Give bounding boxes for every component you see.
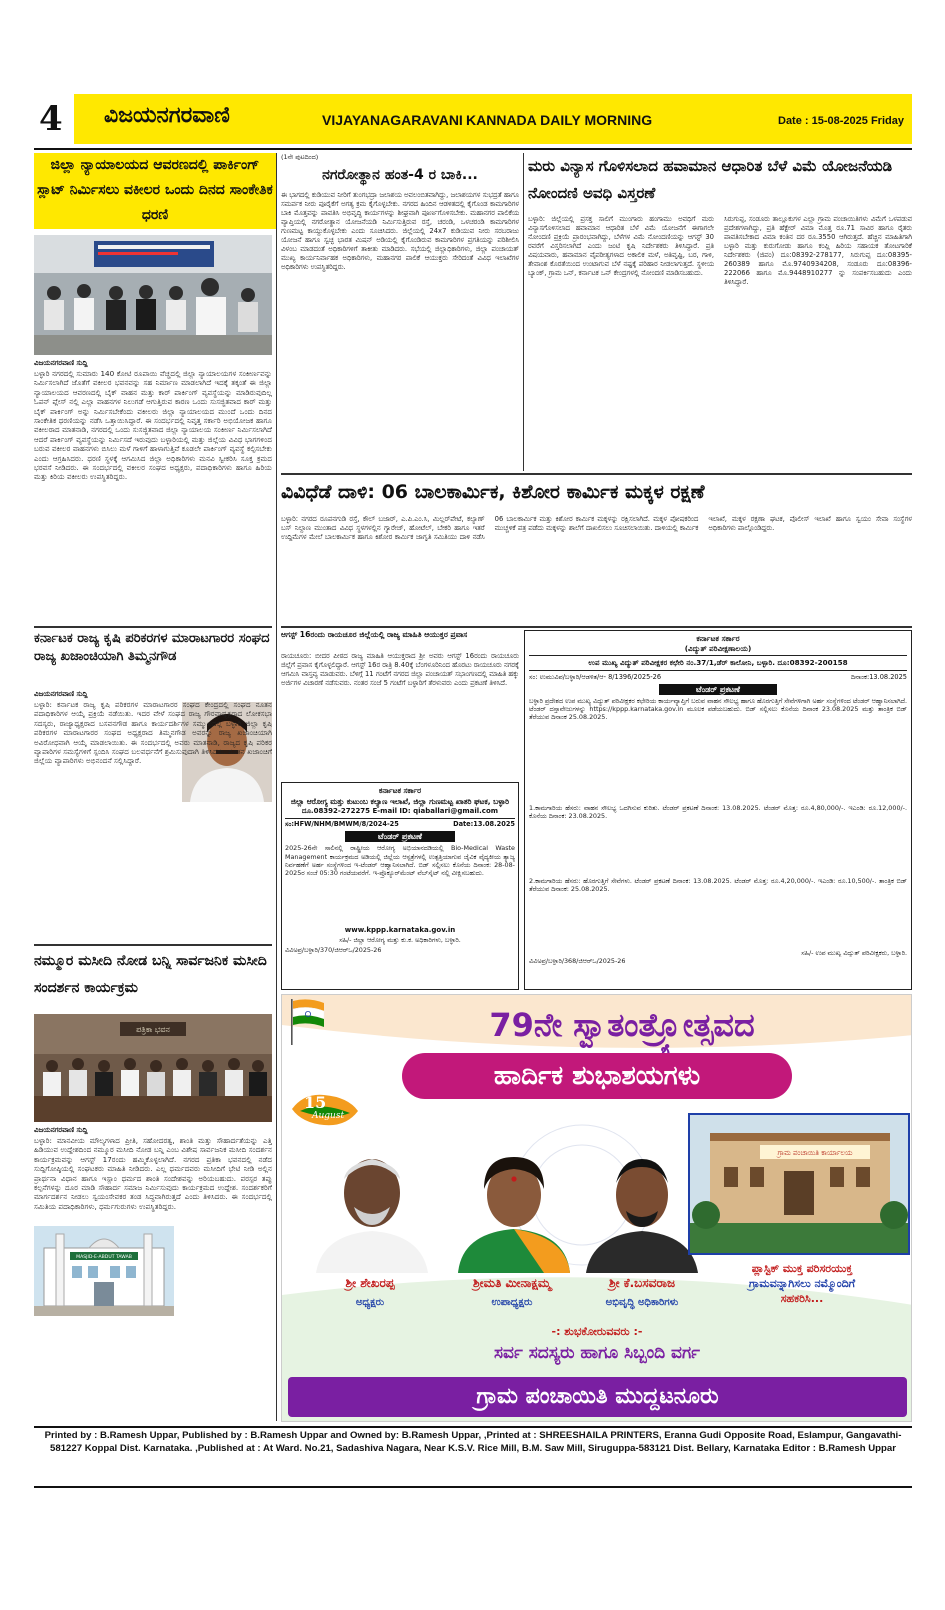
press-meet-photo [34, 1014, 272, 1122]
lawyers-protest-photo [34, 235, 272, 355]
person-1-name: ಶ್ರೀ ಶೇಖರಪ್ಪ [345, 1276, 395, 1290]
parking-headline: ಜಿಲ್ಲಾ ನ್ಯಾಯಾಲಯದ ಆವರಣದಲ್ಲಿ ಪಾರ್ಕಿಂಗ್ ಸ್ಲಾಟ್ ನಿರ್ಮಿಸಲು ವಕೀಲರ ಒಂದು ದಿನದ ಸಾಂಕೇತಿಕ ಧರಣಿ [34, 153, 276, 229]
article-insurance [528, 153, 912, 471]
health-body: 2025-26ನೇ ಸಾಲಿನಲ್ಲಿ ರಾಷ್ಟ್ರೀಯ ಆರೋಗ್ಯ ಅಭಿಯಾನದಡಿಯಲ್ಲಿ Bio-Medical Waste Management ಕಾರ್ಯಕ್ರಮದ ಅಡಿಯಲ್ಲಿ ಜಿಲ್ಲೆಯ ಆಸ್ಪತ್ರೆಗಳಲ್ಲಿ ಉತ್ಪತ್ತಿಯಾಗುವ ಜೈವಿಕ ವೈದ್ಯಕೀಯ ತ್ಯಾಜ್ಯ ನಿರ್ವಹಣೆಗೆ ಅರ್ಹ ಸಂಸ್ಥೆಗಳಿಂದ ಇ-ಟೆಂಡರ್ ಆಹ್ವಾನಿಸಲಾಗಿದೆ. ಬಿಡ್ ಸಲ್ಲಿಸಲು ಕೊನೆಯ ದಿನಾಂಕ: 28-08-2025ರ ಸಂಜೆ 05:30 ಗಂಟೆಯವರೆಗೆ. ಇ-ಪ್ರೊಕ್ಯೂರ್‌ಮೆಂಟ್ ವೆಬ್‌ಸೈಟ್ ನಲ್ಲಿ ವೀಕ್ಷಿಸಬಹುದು. [285, 844, 515, 878]
electricity-item-2: 2.ಕಾಮಗಾರಿಯ ಹೆಸರು: ಹೊರಗುತ್ತಿಗೆ ಸೇವೆಗಳು. ಟೆಂಡರ್ ಪ್ರಕಟಣೆ ದಿನಾಂಕ: 13.08.2025. ಟೆಂಡರ್ ಮೊತ್ತ: ರೂ.4,20,000/-. ಇಎಂಡಿ: ರೂ.10,500/-. ತಾಂತ್ರಿಕ ಬಿಡ್ ತೆರೆಯುವ ದಿನಾಂಕ: 25.08.2025. [529, 877, 907, 894]
august-15-badge [290, 1087, 360, 1131]
insurance-headline: ಮರು ವಿನ್ಯಾಸ ಗೊಳಿಸಲಾದ ಹವಾಮಾನ ಆಧಾರಿತ ಬೆಳೆ ವಿಮೆ ಯೋಜನೆಯಡಿ ನೋಂದಣಿ ಅವಧಿ ವಿಸ್ತರಣೆ [528, 157, 893, 202]
divider-left-2 [34, 944, 272, 946]
electricity-signoff: ಸಹಿ/- ಉಪ ಮುಖ್ಯ ವಿದ್ಯುತ್ ಪರಿವೀಕ್ಷಕರು, ಬಳ್ಳಾರಿ. [801, 949, 907, 957]
person-2-role: ಉಪಾಧ್ಯಕ್ಷರು [491, 1297, 533, 1308]
divider-left-1 [34, 626, 272, 628]
pratika-bhavana-sign: ಪತ್ರಿಕಾ ಭವನ [136, 1025, 170, 1034]
electricity-item-1: 1.ಕಾಮಗಾರಿಯ ಹೆಸರು: ವಾಹನ ಸೌಲಭ್ಯ ಒದಗಿಸುವ ಕುರಿತು. ಟೆಂಡರ್ ಪ್ರಕಟಣೆ ದಿನಾಂಕ: 13.08.2025. ಟೆಂಡರ್ ಮೊತ್ತ: ರೂ.4,80,000/-. ಇಎಂಡಿ: ರೂ.12,000/-. ಕೊನೆಯ ದಿನಾಂಕ: 23.08.2025. [529, 804, 907, 821]
parking-dateline: ವಿಜಯನಗರವಾಣಿ ಸುದ್ದಿ [34, 359, 88, 367]
child-labour-headline: ವಿವಿಧೆಡೆ ದಾಳಿ: 06 ಬಾಲಕಾರ್ಮಿಕ, ಕಿಶೋರ ಕಾರ್ಮಿಕ ಮಕ್ಕಳ ರಕ್ಷಣೆ [281, 481, 705, 503]
nagarotthana-body: ಈ ಭಾಗದಲ್ಲಿ ಕುಡಿಯುವ ನೀರಿಗೆ ತುಂಗಭದ್ರಾ ಜಲಾಶಯ ಅವಲಂಬಿತವಾಗಿದ್ದು, ಜಲಾಶಯಗಳ ಸುಭದ್ರತೆ ಹಾಗೂ ಸಮರ್ಪಕ ನೀರು ಪೂರೈಕೆಗೆ ಅಗತ್ಯ ಕ್ರಮ ಕೈಗೊಳ್ಳಬೇಕು. ನಗರದ ಹಿಂದಿನ ಆಡಳಿತದಲ್ಲಿ ಕೈಗೊಂಡ ಕಾಮಗಾರಿಗಳ ಬಾಕಿ ಮೊತ್ತವನ್ನು ಪಾವತಿಸಿ ಅಭಿವೃದ್ಧಿ ಕಾರ್ಯಗಳನ್ನು ಶೀಘ್ರವಾಗಿ ಪೂರ್ಣಗೊಳಿಸಬೇಕು. ಮಹಾನಗರ ಪಾಲಿಕೆಯ ವ್ಯಾಪ್ತಿಯಲ್ಲಿ ನಗರೋತ್ಥಾನ ಯೋಜನೆಯಡಿ ನಿರ್ಮಿಸುತ್ತಿರುವ ರಸ್ತೆ, ಚರಂಡಿ, ಒಳಚರಂಡಿ ಕಾಮಗಾರಿಗಳ ಗುಣಮಟ್ಟ ಕಾಯ್ದುಕೊಳ್ಳಬೇಕು ಎಂದು ಸೂಚಿಸಿದರು. ಜಿಲ್ಲೆಯಲ್ಲಿ 24x7 ಕುಡಿಯುವ ನೀರು ಸರಬರಾಜು ಯೋಜನೆ ಹಾಗೂ ಸ್ವಚ್ಛ ಭಾರತ ಮಿಷನ್ ಅಡಿಯಲ್ಲಿ ಕೈಗೊಂಡಿರುವ ಕಾಮಗಾರಿಗಳ ಪ್ರಗತಿಯನ್ನು ಪರಿಶೀಲಿಸಿ ವಿಳಂಬ ಮಾಡದಂತೆ ಅಧಿಕಾರಿಗಳಿಗೆ ತಾಕೀತು ಮಾಡಿದರು. ಸಭೆಯಲ್ಲಿ ಜಿಲ್ಲಾಧಿಕಾರಿಗಳು, ಜಿಲ್ಲಾ ಪಂಚಾಯತ್ ಮುಖ್ಯ ಕಾರ್ಯನಿರ್ವಾಹಕ ಅಧಿಕಾರಿಗಳು, ಮಹಾನಗರ ಪಾಲಿಕೆ ಆಯುಕ್ತರು ಸೇರಿದಂತೆ ವಿವಿಧ ಇಲಾಖೆಗಳ ಅಧಿಕಾರಿಗಳು ಉಪಸ್ಥಿತರಿದ್ದರು. [281, 191, 519, 271]
article-child-labour [281, 477, 912, 623]
health-office: ಜಿಲ್ಲಾ ಆರೋಗ್ಯ ಮತ್ತು ಕುಟುಂಬ ಕಲ್ಯಾಣ ಇಲಾಖೆ, ಜಿಲ್ಲಾ ಗುಣಮಟ್ಟ ಖಾತರಿ ಘಟಕ, ಬಳ್ಳಾರಿ [290, 797, 510, 806]
nagarotthana-kicker: (1ನೇ ಪುಟದಿಂದ) [281, 153, 319, 161]
electricity-ref: ಸಂ: ಉಮುವಿಪ/ಬಳ್ಳಾರಿ/ಆಡಳಿತ/ಆ- 8/1396/2025-26 [529, 673, 662, 681]
article-mosque [34, 948, 272, 1422]
divider-mid-1 [281, 473, 912, 475]
panchayat-name: ಗ್ರಾಮ ಪಂಚಾಯಿತಿ ಮುದ್ದಟನೂರು [476, 1384, 719, 1409]
page-number: 4 [39, 99, 63, 139]
masthead-title-kannada: ವಿಜಯನಗರವಾಣಿ [104, 103, 230, 128]
slogan-line-2: ಗ್ರಾಮವನ್ನಾಗಿಸಲು ನಮ್ಮೊಂದಿಗೆ [748, 1277, 856, 1290]
imprint: Printed by : B.Ramesh Uppar, Published by : B.Ramesh Uppar and Owned by: B.Ramesh Uppar, ,Printed at : SHREESHAILA PRINTERS, Eranna Gudi Opposite Road, Eslampur, Gangavathi-581227 Koppal Dist. Karnataka. ,Published at : At Ward. No.21, Sadashiva Nagara, Near K.S.V. Rice Mill, B.M. Saw Mill, Siruguppa-583121 Dist. Bellary, Karnataka Editor : B.Ramesh Uppar [44, 1430, 902, 1454]
nagarotthana-headline: ನಗರೋತ್ಥಾನ ಹಂತ-4 ರ ಬಾಕಿ... [322, 167, 478, 183]
minister-tour-body: ರಾಯಚೂರು: ಬೀದರ ಪೀಠದ ರಾಜ್ಯ ಮಾಹಿತಿ ಆಯುಕ್ತರಾದ ಶ್ರೀ ಅವರು ಆಗಸ್ಟ್ 16ರಂದು ರಾಯಚೂರು ಜಿಲ್ಲೆಗೆ ಪ್ರವಾಸ ಕೈಗೊಳ್ಳಲಿದ್ದಾರೆ. ಆಗಸ್ಟ್ 16ರ ರಾತ್ರಿ 8.40ಕ್ಕೆ ಬೆಂಗಳೂರಿನಿಂದ ಹೊರಟು ರಾಯಚೂರು ನಗರಕ್ಕೆ ಆಗಮಿಸಿ ವಾಸ್ತವ್ಯ ಮಾಡುವರು. ಬೆಳಿಗ್ಗೆ 11 ಗಂಟೆಗೆ ನಗರದ ಜಿಲ್ಲಾ ಪಂಚಾಯತ್ ಸಭಾಂಗಣದಲ್ಲಿ ಮಾಹಿತಿ ಹಕ್ಕು ಅರ್ಜಿಗಳ ವಿಚಾರಣೆ ನಡೆಸುವರು. ನಂತರ ಸಂಜೆ 5 ಗಂಟೆಗೆ ಬಳ್ಳಾರಿಗೆ ತೆರಳುವರು ಎಂದು ಪ್ರಕಟಣೆ ತಿಳಿಸಿದೆ. [281, 652, 519, 687]
health-url[interactable]: www.kppp.karnataka.gov.in [344, 926, 456, 935]
mosque-press-photo [34, 1014, 272, 1122]
electricity-tender-notice [524, 630, 912, 990]
insurance-body-right: ಸಿರುಗುಪ್ಪ, ಸಂಡೂರು ತಾಲ್ಲೂಕುಗಳ ಎಲ್ಲಾ ಗ್ರಾಮ ಪಂಚಾಯಿತಿಗಳು ವಿಮೆಗೆ ಒಳಪಡುವ ಪ್ರದೇಶಗಳಾಗಿದ್ದು, ಪ್ರತಿ ಹೆಕ್ಟೇರ್ ವಿಮಾ ಮೊತ್ತ ರೂ.71 ಸಾವಿರ ಹಾಗೂ ರೈತರು ಪಾವತಿಸಬೇಕಾದ ವಿಮಾ ಕಂತಿನ ದರ ರೂ.3550 ಆಗಿರುತ್ತದೆ. ಹೆಚ್ಚಿನ ಮಾಹಿತಿಗಾಗಿ ಬಳ್ಳಾರಿ ಮತ್ತು ಕುರುಗೋಡು ಹಾಗೂ ಕಂಪ್ಲಿ ಹಿರಿಯ ಸಹಾಯಕ ತೋಟಗಾರಿಕೆ ನಿರ್ದೇಶಕರು (ಜಿಪಂ) ದೂ:08392-278177, ಸಿರುಗುಪ್ಪ ದೂ:08395-260389 ಹಾಗೂ ಮೊ.9740934208, ಸಂಡೂರು ದೂ:08396-222066 ಹಾಗೂ ಮೊ.9448910277 ನ್ನು ಸಂಪರ್ಕಿಸಬಹುದು ಎಂದು ತಿಳಿಸಿದ್ದಾರೆ. [724, 215, 912, 286]
person-3-role: ಅಭಿವೃದ್ಧಿ ಅಧಿಕಾರಿಗಳು [605, 1297, 679, 1308]
building-sign: ಗ್ರಾಮ ಪಂಚಾಯಿತಿ ಕಾರ್ಯಾಲಯ [777, 1149, 853, 1157]
masthead-title-english: VIJAYANAGARAVANI [322, 112, 463, 128]
minister-tour-headline: ಆಗಸ್ಟ್ 16ರಂದು ರಾಯಚೂರ ಜಿಲ್ಲೆಯಲ್ಲಿ ರಾಜ್ಯ ಮಾಹಿತಿ ಆಯುಕ್ತರ ಪ್ರವಾಸ [281, 630, 468, 639]
masthead-subtitle: KANNADA DAILY MORNING [466, 112, 653, 128]
masthead [34, 94, 912, 146]
mosque-headline: ನಮ್ಮೂರ ಮಸೀದಿ ನೋಡ ಬನ್ನಿ ಸಾರ್ವಜನಿಕ ಮಸೀದಿ ಸಂದರ್ಶನ ಕಾರ್ಯಕ್ರಮ [34, 953, 267, 996]
person-1-photo [312, 1145, 432, 1273]
person-3-photo [582, 1145, 702, 1273]
electricity-body: ಬಳ್ಳಾರಿ ಪ್ರದೇಶದ ಉಪ ಮುಖ್ಯ ವಿದ್ಯುತ್ ಪರಿವೀಕ್ಷಕರ ಕಛೇರಿಯ ಕಾರ್ಯವ್ಯಾಪ್ತಿಗೆ ಬರುವ ವಾಹನ ಸೌಲಭ್ಯ ಹಾಗೂ ಹೊರಗುತ್ತಿಗೆ ಸೇವೆಗಳಿಗಾಗಿ ಅರ್ಹ ಸಂಸ್ಥೆಗಳಿಂದ ಟೆಂಡರ್ ಆಹ್ವಾನಿಸಲಾಗಿದೆ. ಟೆಂಡರ್ ದಸ್ತಾವೇಜುಗಳನ್ನು https://kppp.karnataka.gov.in ಮೂಲಕ ಪಡೆಯಬಹುದು. ಬಿಡ್ ಸಲ್ಲಿಸಲು ಕೊನೆಯ ದಿನಾಂಕ 23.08.2025 ಮತ್ತು ತಾಂತ್ರಿಕ ಬಿಡ್ ತೆರೆಯುವ ದಿನಾಂಕ 25.08.2025. [529, 697, 907, 722]
panchayat-building-photo [688, 1113, 910, 1255]
parking-photo [34, 235, 272, 355]
slogan-line-1: ಪ್ಲಾಸ್ಟಿಕ್ ಮುಕ್ತ ಪರಿಸರಯುಕ್ತ [751, 1262, 853, 1275]
federation-headline: ಕರ್ನಾಟಕ ರಾಜ್ಯ ಕೃಷಿ ಪರಿಕರಗಳ ಮಾರಾಟಗಾರರ ಸಂಘದ ರಾಜ್ಯ ಖಜಾಂಚಿಯಾಗಿ ತಿಮ್ಮನಗೌಡ [34, 631, 270, 664]
page-number-box [34, 94, 74, 144]
masjid-building-photo [34, 1226, 174, 1316]
electricity-govt: ಕರ್ನಾಟಕ ಸರ್ಕಾರ [696, 634, 740, 643]
ad-headline-1: 79ನೇ ಸ್ವಾತಂತ್ರ್ಯೋತ್ಸವದ [489, 1006, 755, 1044]
india-flag-icon [288, 997, 328, 1045]
electricity-date: ದಿನಾಂಕ:13.08.2025 [850, 673, 907, 681]
wishers-text: ಸರ್ವ ಸದಸ್ಯರು ಹಾಗೂ ಸಿಬ್ಬಂದಿ ವರ್ಗ [494, 1343, 700, 1363]
health-tender-notice [281, 782, 519, 990]
health-govt: ಕರ್ನಾಟಕ ಸರ್ಕಾರ [378, 786, 422, 795]
person-2-photo [454, 1145, 574, 1273]
col-divider-1 [276, 153, 277, 1421]
person-2-name: ಶ್ರೀಮತಿ ಮೀನಾಕ್ಷಮ್ಮ [473, 1276, 551, 1290]
person-1-role: ಅಧ್ಯಕ್ಷರು [355, 1297, 385, 1308]
health-date: Date:13.08.2025 [453, 820, 515, 829]
person-2-card [442, 1275, 582, 1313]
wishers-label: -: ಶುಭಕೋರುವವರು :- [551, 1325, 643, 1338]
electricity-ref-row [529, 673, 907, 682]
independence-day-ad [281, 994, 912, 1422]
federation-body: ಬಳ್ಳಾರಿ: ಕರ್ನಾಟಕ ರಾಜ್ಯ ಕೃಷಿ ಪರಿಕರಗಳ ಮಾರಾಟಗಾರರ ಸಂಘದ ಕೇಂದ್ರದಲ್ಲಿ ಸಂಘದ ನೂತನ ಪದಾಧಿಕಾರಿಗಳ ಆಯ್ಕೆ ಪ್ರಕ್ರಿಯೆ ನಡೆಯಿತು. ಇದರ ವೇಳೆ ಸಂಘದ ರಾಜ್ಯ ಗೌರವಾಧ್ಯಕ್ಷರಾದ ಲೋಕಸಭಾ ಸದಸ್ಯರು, ರಾಜ್ಯಾಧ್ಯಕ್ಷರಾದ ಬಸವನಗೌಡ ಹಾಗೂ ಕಾರ್ಯದರ್ಶಿಗಳ ಸಮ್ಮುಖದಲ್ಲಿ ಬಳ್ಳಾರಿ ಜಿಲ್ಲಾ ಕೃಷಿ ಪರಿಕರಗಳ ಮಾರಾಟಗಾರರ ಸಂಘದ ಅಧ್ಯಕ್ಷರಾದ ತಿಮ್ಮನಗೌಡ ಅವರನ್ನು ರಾಜ್ಯ ಖಜಾಂಚಿಯಾಗಿ ಅವಿರೋಧವಾಗಿ ಆಯ್ಕೆ ಮಾಡಲಾಯಿತು. ಈ ಸಂದರ್ಭದಲ್ಲಿ ಅವರು ಮಾತನಾಡಿ, ರಾಜ್ಯದ ಕೃಷಿ ಪರಿಕರ ವ್ಯಾಪಾರಿಗಳ ಸಮಸ್ಯೆಗಳಿಗೆ ಸ್ಪಂದಿಸಿ ಸಂಘದ ಬಲವರ್ಧನೆಗೆ ಶ್ರಮಿಸುವುದಾಗಿ ತಿಳಿಸಿದರು. ನೂತನ ಖಜಾಂಚಿಗೆ ಜಿಲ್ಲೆಯ ವ್ಯಾಪಾರಿಗಳು ಅಭಿನಂದನೆ ಸಲ್ಲಿಸಿದ್ದಾರೆ. [34, 700, 272, 766]
masthead-date: Date : 15-08-2025 Friday [778, 115, 904, 127]
masjid-sign: MASJID-E-ABDUT TAWAB [76, 1255, 132, 1260]
mosque-body-continued [178, 1226, 272, 1316]
person-3-card [572, 1275, 712, 1313]
health-contact: ದೂ.08392-272275 E-mail ID: qiaballari@gmail.com [301, 807, 499, 816]
col-divider-2 [523, 153, 524, 471]
article-federation [34, 630, 272, 940]
health-ref: ಸಂ:HFW/NHM/BMWM/8/2024-25 [285, 820, 399, 829]
masthead-band [74, 94, 912, 144]
health-footer-ref: ವಿವಿಅಪ್ರ/ಬಳ್ಳಾರಿ/370/ಜಿಆರ್‌ಒ/2025-26 [285, 945, 382, 954]
footer-rule-bottom [34, 1486, 912, 1488]
electricity-dept: (ವಿದ್ಯುತ್ ಪರಿವೀಕ್ಷಣಾಲಯ) [684, 644, 752, 653]
mosque-dateline: ವಿಜಯನಗರವಾಣಿ ಸುದ್ದಿ [34, 1126, 88, 1134]
person-1-card [300, 1275, 440, 1313]
ad-headline-2: ಹಾರ್ದಿಕ ಶುಭಾಶಯಗಳು [493, 1061, 701, 1091]
footer-rule-top [34, 1426, 912, 1428]
electricity-title: ಟೆಂಡರ್ ಪ್ರಕಟಣೆ [659, 684, 777, 695]
article-minister-tour [281, 630, 519, 780]
parking-body: ಬಳ್ಳಾರಿ ನಗರದಲ್ಲಿ ಸುಮಾರು 140 ಕೋಟಿ ರೂಪಾಯಿ ವೆಚ್ಚದಲ್ಲಿ ಜಿಲ್ಲಾ ನ್ಯಾಯಾಲಯಗಳ ಸಂಕೀರ್ಣವನ್ನು ನಿರ್ಮಿಸಲಾಗಿದೆ ಜೊತೆಗೆ ವಕೀಲರ ಭವನವನ್ನು ಸಹ ನಿರ್ಮಾಣ ಮಾಡಲಾಗಿದೆ ಇದಕ್ಕೆ ತಕ್ಕಂತೆ ಈ ಜಿಲ್ಲಾ ನ್ಯಾಯಾಲಯದ ಆವರಣದಲ್ಲಿ ಬೈಕ್ ವಾಹನ ಮತ್ತು ಕಾರ್ ಪಾರ್ಕಿಂಗ್ ವ್ಯವಸ್ಥೆಯನ್ನು ಮಾಡಿರುವುದಿಲ್ಲ ಓಪನ್ ಪ್ಲೇಸ್ ನಲ್ಲಿ ಎಲ್ಲಾ ವಾಹನಗಳ ನಿಲುಗಡೆ ಆಗುತ್ತಿರುವ ಕಾರಣ ಒಂದು ಸುಸಜ್ಜಿತವಾದ ಕಾರ್ ಮತ್ತು ಬೈಕ್ ಪಾರ್ಕಿಂಗ್ ಅನ್ನು ನಿರ್ಮಿಸಬೇಕೆಂದು ವಕೀಲರು ಜಿಲ್ಲಾ ನ್ಯಾಯಾಲಯದ ಮುಂದೆ ಒಂದು ದಿನದ ಸಾಂಕೇತಿಕ ಧರಣಿಯನ್ನು ನಡೆಸಿ ಒತ್ತಾಯಿಸಿದ್ದಾರೆ. ಈ ಸಂದರ್ಭದಲ್ಲಿ ನಿವೃತ್ತ ಸರ್ಕಾರಿ ಅಭಿಯೋಜಕ ಹಾಗೂ ವಕೀಲರಾದ ಮಾತನಾಡಿ, ನಗರದಲ್ಲಿ ಒಂದು ಸುಸಜ್ಜಿತವಾದ ಜಿಲ್ಲಾ ನ್ಯಾಯಾಲಯ ಸಂಕೀರ್ಣ ನಿರ್ಮಿಸಲಾಗಿದೆ ಆದರೆ ಪಾರ್ಕಿಂಗ್ ವ್ಯವಸ್ಥೆಯನ್ನು ನಿರ್ಮಿಸದೆ ಇರುವುದು ಬಳ್ಳಾರಿಯಲ್ಲಿ ಮತ್ತು ಜಿಲ್ಲೆಯ ವಿವಿಧ ಭಾಗಗಳಿಂದ ಬರುವ ವಕೀಲರ ವಾಹನಗಳು ಬಿಸಿಲು ಮಳೆ ಗಾಳಿಗೆ ಹಾಳಾಗುತ್ತಿವೆ ಕೂಡಲೇ ಪಾರ್ಕಿಂಗ್ ವ್ಯವಸ್ಥೆ ಕಲ್ಪಿಸಬೇಕು ಎಂದು ಆಗ್ರಹಿಸಿದರು. ಧರಣಿ ಸ್ಥಳಕ್ಕೆ ಆಗಮಿಸಿದ ಜಿಲ್ಲಾ ಅಧಿಕಾರಿಗಳು ಮನವಿ ಸ್ವೀಕರಿಸಿ ಸೂಕ್ತ ಕ್ರಮದ ಭರವಸೆ ನೀಡಿದರು. ಈ ಸಂದರ್ಭದಲ್ಲಿ ವಕೀಲರ ಸಂಘದ ಅಧ್ಯಕ್ಷರು, ಪದಾಧಿಕಾರಿಗಳು ಹಾಗೂ ಹಿರಿಯ ಮತ್ತು ಕಿರಿಯ ವಕೀಲರು ಉಪಸ್ಥಿತರಿದ್ದರು. [34, 369, 272, 482]
child-labour-body: ಬಳ್ಳಾರಿ: ನಗರದ ರೂಪನಗುಡಿ ರಸ್ತೆ, ಕೌಲ್ ಬಜಾರ್, ಎ.ಪಿ.ಎಂ.ಸಿ, ಮಿಲ್ಲರ್‌ಪೇಟೆ, ಕಲ್ಯಾಣ್ ಬಸ್ ನಿಲ್ದಾಣ ಮುಂತಾದ ವಿವಿಧ ಸ್ಥಳಗಳಲ್ಲಿನ ಗ್ಯಾರೇಜ್, ಹೋಟೆಲ್, ಬೇಕರಿ ಹಾಗೂ ಇತರೆ ಉದ್ದಿಮೆಗಳ ಮೇಲೆ ಬಾಲಕಾರ್ಮಿಕ ಹಾಗೂ ಕಿಶೋರ ಕಾರ್ಮಿಕ ಜಾಗೃತಿ ಸಮಿತಿಯು ದಾಳಿ ನಡೆಸಿ 06 ಬಾಲಕಾರ್ಮಿಕ ಮತ್ತು ಕಿಶೋರ ಕಾರ್ಮಿಕ ಮಕ್ಕಳನ್ನು ರಕ್ಷಿಸಲಾಗಿದೆ. ಮಕ್ಕಳ ಪೋಷಕರಿಂದ ಮುಚ್ಚಳಿಕೆ ಪತ್ರ ಪಡೆದು ಮಕ್ಕಳನ್ನು ಶಾಲೆಗೆ ದಾಖಲಿಸಲು ಸೂಚಿಸಲಾಯಿತು. ದಾಳಿಯಲ್ಲಿ ಕಾರ್ಮಿಕ ಇಲಾಖೆ, ಮಕ್ಕಳ ರಕ್ಷಣಾ ಘಟಕ, ಪೊಲೀಸ್ ಇಲಾಖೆ ಹಾಗೂ ಸ್ವಯಂ ಸೇವಾ ಸಂಸ್ಥೆಗಳ ಅಧಿಕಾರಿಗಳು ಪಾಲ್ಗೊಂಡಿದ್ದರು. [281, 515, 912, 541]
mosque-body-tail [34, 1320, 272, 1420]
federation-dateline: ವಿಜಯನಗರವಾಣಿ ಸುದ್ದಿ [34, 690, 88, 698]
masthead-rule [34, 148, 912, 150]
electricity-footer-ref: ವಿವಿಅಪ್ರ/ಬಳ್ಳಾರಿ/368/ಜಿಆರ್‌ಒ/2025-26 [529, 957, 626, 966]
masjid-photo [34, 1226, 174, 1316]
slogan-line-3: ಸಹಕರಿಸಿ... [780, 1292, 824, 1305]
person-3-name: ಶ್ರೀ ಕೆ.ಬಸವರಾಜ [608, 1276, 676, 1290]
article-parking [34, 153, 272, 623]
article-nagarotthana [281, 153, 519, 471]
building-photo [690, 1115, 908, 1253]
health-ref-row [285, 818, 515, 829]
electricity-office: ಉಪ ಮುಖ್ಯ ವಿದ್ಯುತ್ ಪರಿವೀಕ್ಷಕರ ಕಛೇರಿ ನಂ.37/1,ಡೆರ್ ಕಾಲೋನಿ, ಬಳ್ಳಾರಿ. ದೂ:08392-200158 [529, 655, 907, 671]
insurance-body-left: ಬಳ್ಳಾರಿ: ಜಿಲ್ಲೆಯಲ್ಲಿ ಪ್ರಸಕ್ತ ಸಾಲಿಗೆ ಮುಂಗಾರು ಹಂಗಾಮು ಅವಧಿಗೆ ಮರು ವಿನ್ಯಾಸಗೊಳಿಸಲಾದ ಹವಾಮಾನ ಆಧಾರಿತ ಬೆಳೆ ವಿಮೆ ಯೋಜನೆಗೆ ಈಗಾಗಲೇ ನೋಂದಣಿ ಪ್ರಕ್ರಿಯೆ ಪ್ರಾರಂಭವಾಗಿದ್ದು, ಬೆಳೆಗಳ ವಿಮೆ ನೋಂದಣಿಯನ್ನು ಆಗಸ್ಟ್ 30 ರವರೆಗೆ ವಿಸ್ತರಿಸಲಾಗಿದೆ ಎಂದು ಜಂಟಿ ಕೃಷಿ ನಿರ್ದೇಶಕರು ತಿಳಿಸಿದ್ದಾರೆ. ಪ್ರತಿ ವಿಷಯವಾರು, ಹವಾಮಾನ ವೈಪರೀತ್ಯಗಳಾದ ಅಕಾಲಿಕ ಮಳೆ, ಅತಿವೃಷ್ಟಿ, ಬರ, ಗಾಳಿ, ತೇವಾಂಶ ಕೊರತೆಯಿಂದ ಉಂಟಾಗುವ ಬೆಳೆ ನಷ್ಟಕ್ಕೆ ಪರಿಹಾರ ನೀಡಲಾಗುತ್ತದೆ. ಸ್ಥಳೀಯ ಬ್ಯಾಂಕ್, ಗ್ರಾಮ ಒನ್, ಕರ್ನಾಟಕ ಒನ್ ಕೇಂದ್ರಗಳಲ್ಲಿ ನೋಂದಣಿ ಮಾಡಿಸಬಹುದು. [528, 215, 714, 277]
badge-month: August [312, 1111, 345, 1121]
health-signoff: ಸಹಿ/- ಜಿಲ್ಲಾ ಆರೋಗ್ಯ ಮತ್ತು ಕು.ಕ. ಅಧಿಕಾರಿಗಳು, ಬಳ್ಳಾರಿ. [339, 936, 461, 945]
slogan-block [702, 1261, 902, 1321]
mosque-body: ಬಳ್ಳಾರಿ: ಮಾನವೀಯ ಮೌಲ್ಯಗಳಾದ ಪ್ರೀತಿ, ಸಹೋದರತ್ವ, ಶಾಂತಿ ಮತ್ತು ಸೌಹಾರ್ದತೆಯನ್ನು ಎತ್ತಿ ಹಿಡಿಯುವ ಉದ್ದೇಶದಿಂದ ನಮ್ಮೂರ ಮಸೀದಿ ನೋಡ ಬನ್ನಿ ಎಂಬ ವಿಶೇಷ ಸಾರ್ವಜನಿಕ ಮಸೀದಿ ಸಂದರ್ಶನ ಕಾರ್ಯಕ್ರಮವನ್ನು ಆಗಸ್ಟ್ 17ರಂದು ಹಮ್ಮಿಕೊಳ್ಳಲಾಗಿದೆ. ನಗರದ ಪ್ರತಿಕಾ ಭವನದಲ್ಲಿ ನಡೆದ ಸುದ್ದಿಗೋಷ್ಠಿಯಲ್ಲಿ ಸಂಘಟಕರು ಮಾಹಿತಿ ನೀಡಿದರು. ಎಲ್ಲ ಧರ್ಮದವರು ಮಸೀದಿಗೆ ಭೇಟಿ ನೀಡಿ ಅಲ್ಲಿನ ಪ್ರಾರ್ಥನಾ ವಿಧಾನ ಹಾಗೂ ಇಸ್ಲಾಂ ಧರ್ಮದ ಶಾಂತಿ ಸಂದೇಶವನ್ನು ಅರಿಯಬಹುದು. ಪರಸ್ಪರ ತಪ್ಪು ಕಲ್ಪನೆಗಳನ್ನು ದೂರ ಮಾಡಿ ಸೌಹಾರ್ದ ಸಮಾಜ ನಿರ್ಮಿಸುವುದು ಕಾರ್ಯಕ್ರಮದ ಉದ್ದೇಶ. ಸಂದರ್ಶಕರಿಗೆ ಮಾರ್ಗದರ್ಶನ ನೀಡಲು ಸ್ವಯಂಸೇವಕರ ತಂಡ ಸಿದ್ಧವಾಗಿರುತ್ತದೆ ಎಂದು ತಿಳಿಸಿದರು. ಈ ಸಂದರ್ಭದಲ್ಲಿ ಸಮಿತಿಯ ಪದಾಧಿಕಾರಿಗಳು, ಧರ್ಮಗುರುಗಳು ಉಪಸ್ಥಿತರಿದ್ದರು. [34, 1136, 272, 1211]
badge-number: 15 [304, 1093, 327, 1112]
health-title: ಟೆಂಡರ್ ಪ್ರಕಟಣೆ [345, 831, 455, 842]
divider-mid-2 [281, 626, 912, 628]
